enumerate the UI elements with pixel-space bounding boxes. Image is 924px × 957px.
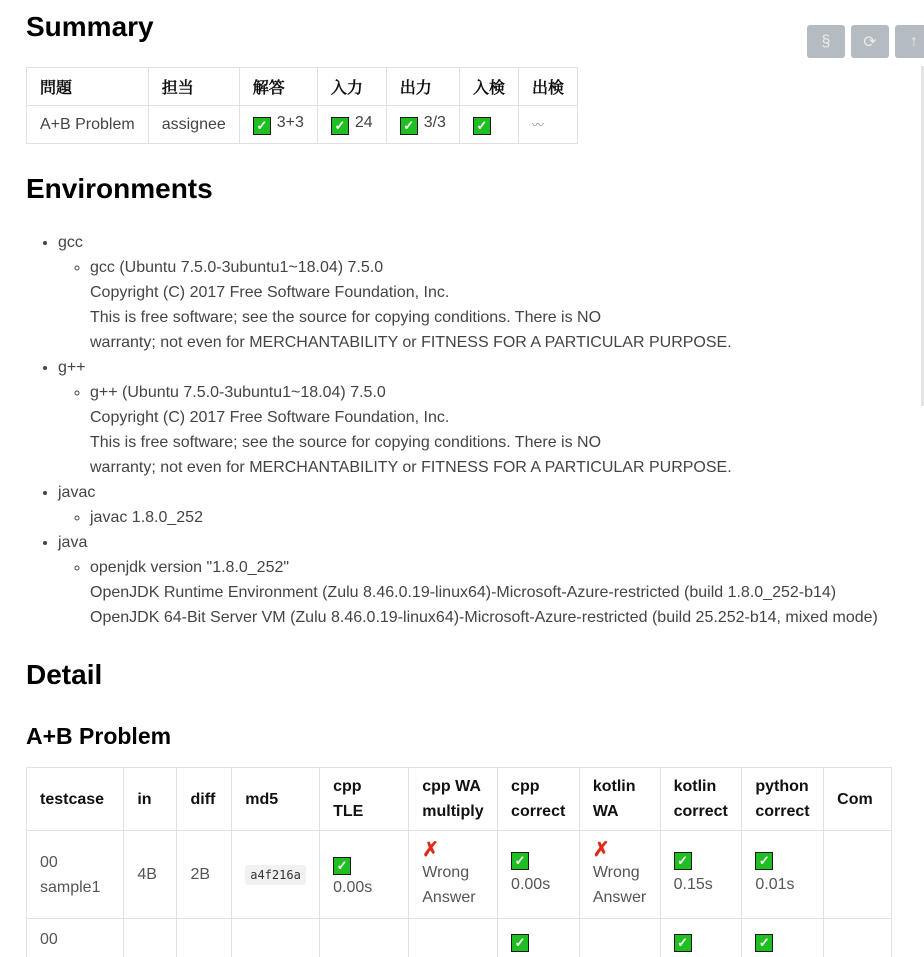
env-detail [90, 555, 878, 630]
col-outputs: 出力 [386, 68, 459, 106]
kotlin-wa-cell[interactable] [579, 831, 660, 919]
environments-heading: Environments [26, 171, 213, 207]
result-time: 0.15s [674, 876, 713, 893]
section-link-button[interactable]: § [807, 25, 845, 58]
summary-row [27, 106, 578, 144]
cpp-tle-cell[interactable] [320, 919, 409, 957]
inputs-cell [317, 106, 386, 144]
python-correct-cell[interactable] [742, 919, 824, 957]
check-icon: ✓ [253, 117, 271, 135]
environments-list [26, 230, 878, 630]
python-correct-cell[interactable] [742, 831, 824, 919]
cpp-correct-cell[interactable] [498, 919, 580, 957]
check-icon: ✓ [511, 852, 529, 870]
cross-icon: ✗ [593, 840, 647, 860]
check-icon: ✓ [755, 852, 773, 870]
comment-cell [824, 919, 892, 957]
col-cpp-tle: cpp TLE [320, 768, 409, 831]
check-icon: ✓ [674, 934, 692, 952]
testcase-cell[interactable]: 00 sample1 [27, 831, 124, 919]
wave-icon: 〰 [532, 118, 544, 132]
problem-cell[interactable]: A+B Problem [27, 106, 149, 144]
col-md5: md5 [232, 768, 320, 831]
outputs-value: 3/3 [424, 114, 446, 131]
env-detail [90, 255, 878, 355]
env-line: This is free software; see the source for copying conditions. There is NO [90, 305, 878, 330]
env-name: gcc [58, 234, 83, 251]
md5-cell [232, 831, 320, 919]
env-line: OpenJDK 64-Bit Server VM (Zulu 8.46.0.19-linux64)-Microsoft-Azure-restricted (build 25.252-b14, mixed mode) [90, 605, 878, 630]
summary-table [26, 67, 578, 144]
cpp-wa-multiply-cell[interactable] [409, 831, 498, 919]
result-time: 0.00s [333, 879, 372, 896]
detail-table [26, 767, 892, 957]
env-item-javac [58, 480, 878, 530]
md5-value: a4f216a [245, 865, 306, 885]
env-name: javac [58, 484, 95, 501]
col-comment: Com [824, 768, 892, 831]
col-cpp-correct: cpp correct [498, 768, 580, 831]
env-name: g++ [58, 359, 86, 376]
col-inputs: 入力 [317, 68, 386, 106]
input-check-cell [459, 106, 518, 144]
env-detail [90, 505, 878, 530]
env-detail [90, 380, 878, 480]
solutions-value: 3+3 [277, 114, 304, 131]
diff-cell[interactable] [177, 919, 232, 957]
in-cell[interactable]: 4B [124, 831, 177, 919]
summary-heading: Summary [26, 9, 154, 45]
env-line: This is free software; see the source for copying conditions. There is NO [90, 430, 878, 455]
outputs-cell [386, 106, 459, 144]
summary-header-row [27, 68, 578, 106]
md5-cell [232, 919, 320, 957]
toolbar [807, 25, 924, 58]
detail-table-scroll[interactable] [26, 767, 892, 957]
cpp-wa-multiply-cell[interactable] [409, 919, 498, 957]
check-icon: ✓ [331, 117, 349, 135]
check-icon: ✓ [755, 934, 773, 952]
inputs-value: 24 [355, 114, 373, 131]
check-icon: ✓ [473, 117, 491, 135]
table-row [27, 831, 892, 919]
cpp-tle-cell[interactable] [320, 831, 409, 919]
kotlin-correct-cell[interactable] [660, 919, 742, 957]
env-line: ◦ javac 1.8.0_252 [90, 505, 878, 530]
col-testcase: testcase [27, 768, 124, 831]
env-line: ◦ gcc (Ubuntu 7.5.0-3ubuntu1~18.04) 7.5.0 [90, 255, 878, 280]
env-line: OpenJDK Runtime Environment (Zulu 8.46.0.19-linux64)-Microsoft-Azure-restricted (build 1.8.0_252-b14) [90, 580, 878, 605]
col-in: in [124, 768, 177, 831]
env-line: ◦ openjdk version "1.8.0_252" [90, 555, 878, 580]
col-assignee: 担当 [148, 68, 239, 106]
env-line: ◦ g++ (Ubuntu 7.5.0-3ubuntu1~18.04) 7.5.0 [90, 380, 878, 405]
env-line: Copyright (C) 2017 Free Software Foundation, Inc. [90, 405, 878, 430]
env-line: warranty; not even for MERCHANTABILITY or FITNESS FOR A PARTICULAR PURPOSE. [90, 330, 878, 355]
col-kotlin-wa: kotlin WA [579, 768, 660, 831]
scroll-top-button[interactable]: ↑ [895, 25, 924, 58]
check-icon: ✓ [333, 857, 351, 875]
env-name: java [58, 534, 87, 551]
kotlin-correct-cell[interactable] [660, 831, 742, 919]
env-line: warranty; not even for MERCHANTABILITY or FITNESS FOR A PARTICULAR PURPOSE. [90, 455, 878, 480]
table-row [27, 919, 892, 957]
diff-cell[interactable]: 2B [177, 831, 232, 919]
col-output-check: 出検 [518, 68, 577, 106]
assignee-cell: assignee [148, 106, 239, 144]
env-item-gpp [58, 355, 878, 480]
env-line: Copyright (C) 2017 Free Software Foundation, Inc. [90, 280, 878, 305]
col-kotlin-correct: kotlin correct [660, 768, 742, 831]
cpp-correct-cell[interactable] [498, 831, 580, 919]
result-status: Wrong Answer [422, 864, 475, 906]
check-icon: ✓ [400, 117, 418, 135]
col-cpp-wa-multiply: cpp WA multiply [409, 768, 498, 831]
env-item-gcc [58, 230, 878, 355]
result-time: 0.01s [755, 876, 794, 893]
col-input-check: 入検 [459, 68, 518, 106]
check-icon: ✓ [674, 852, 692, 870]
solutions-cell [239, 106, 317, 144]
col-python-correct: python correct [742, 768, 824, 831]
kotlin-wa-cell[interactable] [579, 919, 660, 957]
detail-header-row [27, 768, 892, 831]
col-diff: diff [177, 768, 232, 831]
detail-heading: Detail [26, 657, 102, 693]
problem-heading: A+B Problem [26, 721, 171, 751]
testcase-cell[interactable]: 00 [27, 919, 124, 957]
result-time: 0.00s [511, 876, 550, 893]
output-check-cell [518, 106, 577, 144]
check-icon: ✓ [511, 934, 529, 952]
result-status: Wrong Answer [593, 864, 646, 906]
col-problem: 問題 [27, 68, 149, 106]
comment-cell [824, 831, 892, 919]
in-cell[interactable] [124, 919, 177, 957]
env-item-java [58, 530, 878, 630]
cross-icon: ✗ [422, 840, 484, 860]
refresh-button[interactable]: ⟳ [851, 25, 889, 58]
col-solutions: 解答 [239, 68, 317, 106]
